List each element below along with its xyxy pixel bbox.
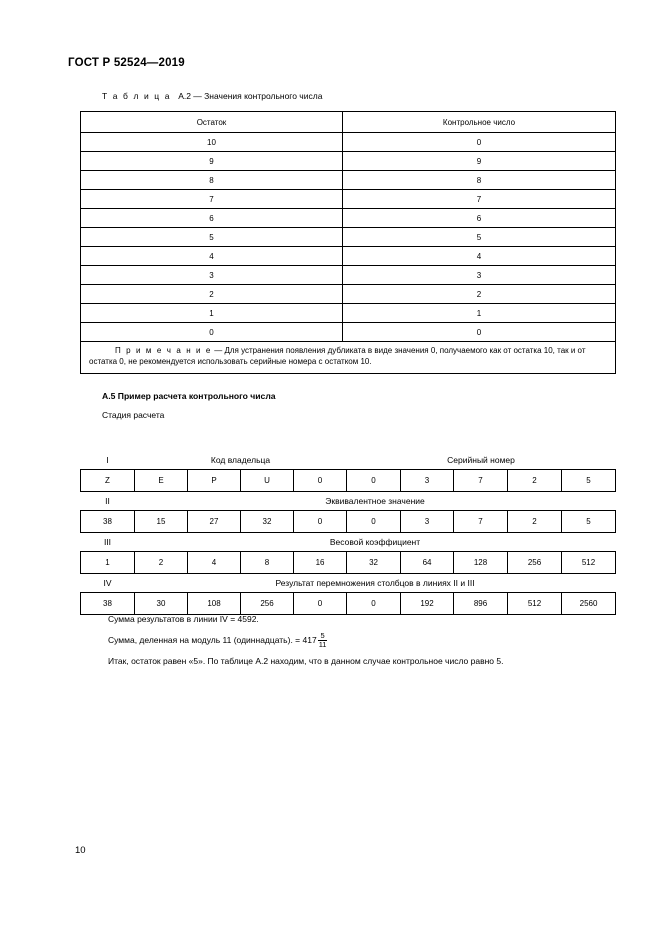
table-a2 [80,111,616,374]
group-label-serial-number: Серийный номер [447,455,515,465]
cell-control: 0 [343,323,616,342]
calc-cell: 2 [135,552,188,574]
cell-control: 3 [343,266,616,285]
roman-numeral-iv: IV [103,578,112,588]
calc-cell: 32 [347,552,401,574]
cell-control: 6 [343,209,616,228]
table-row [81,304,616,323]
calc-row-3 [81,552,616,574]
table-note-row [81,342,616,374]
cell-control: 5 [343,228,616,247]
closing-line-2 [108,632,328,649]
table-row [81,152,616,171]
roman-numeral-iii: III [103,537,112,547]
calc-cell: 256 [241,593,294,615]
table-row [81,247,616,266]
cell-control: 0 [343,133,616,152]
calc-cell: 0 [294,593,347,615]
calc-cell: 3 [401,470,454,492]
cell-control: 4 [343,247,616,266]
calc-cell: 7 [454,511,508,533]
calc-cell: 128 [454,552,508,574]
table-row [81,190,616,209]
calc-cell: 192 [401,593,454,615]
table-row [81,209,616,228]
cell-control: 9 [343,152,616,171]
calc-row-1 [81,470,616,492]
fraction-denominator: 11 [318,639,327,649]
calc-cell: 7 [454,470,508,492]
calc-cell: 27 [188,511,241,533]
group-label-multiplication-result: Результат перемножения столбцов в линиях II и III [275,578,475,588]
cell-control: 1 [343,304,616,323]
calc-cell: 896 [454,593,508,615]
calc-cell: 15 [135,511,188,533]
column-header-ostatok: Остаток [81,112,343,133]
calc-cell: 0 [347,511,401,533]
calc-row-2 [81,511,616,533]
calc-label-row-4 [81,574,616,593]
calc-cell: 0 [347,470,401,492]
calc-cell: 30 [135,593,188,615]
calc-cell: P [188,470,241,492]
calc-cell: U [241,470,294,492]
group-label-weight-coefficient: Весовой коэффициент [329,537,421,547]
calc-cell: Z [81,470,135,492]
column-header-kontrolnoe-chislo: Контрольное число [343,112,616,133]
calc-cell: 0 [347,593,401,615]
calc-cell: 256 [508,552,562,574]
calc-cell: 2560 [562,593,616,615]
calc-cell: 0 [294,511,347,533]
calc-cell: 1 [81,552,135,574]
table-row [81,285,616,304]
calc-cell: 5 [562,470,616,492]
fraction-5-11 [318,632,328,649]
cell-control: 7 [343,190,616,209]
calc-cell: 3 [401,511,454,533]
table-row [81,228,616,247]
cell-ostatok: 7 [81,190,343,209]
cell-ostatok: 5 [81,228,343,247]
calc-cell: 512 [508,593,562,615]
calc-cell: 8 [241,552,294,574]
page-number: 10 [75,845,86,856]
closing-line-3: Итак, остаток равен «5». По таблице А.2 находим, что в данном случае контрольное число равно 5. [108,656,504,666]
closing-line-1: Сумма результатов в линии IV = 4592. [108,614,259,624]
table-row [81,171,616,190]
cell-ostatok: 3 [81,266,343,285]
calc-cell: 512 [562,552,616,574]
calc-cell: 2 [508,511,562,533]
table-a2-caption [102,91,322,101]
calc-cell: 64 [401,552,454,574]
cell-ostatok: 1 [81,304,343,323]
calc-cell: E [135,470,188,492]
group-label-equivalent-value: Эквивалентное значение [325,496,425,506]
closing-line-2-text: Сумма, деленная на модуль 11 (одиннадцать). = 417 [108,634,317,645]
calculation-table [80,451,616,615]
table-row [81,266,616,285]
cell-ostatok: 10 [81,133,343,152]
cell-ostatok: 9 [81,152,343,171]
calc-cell: 16 [294,552,347,574]
note-text: — Для устранения появления дубликата в виде значения 0, получаемого как от остатка 10, так и от остатка 0, не рекомендуется использовать серийные номера с остатком 10. [89,346,586,366]
cell-ostatok: 8 [81,171,343,190]
roman-numeral-ii: II [105,496,110,506]
cell-ostatok: 0 [81,323,343,342]
cell-ostatok: 6 [81,209,343,228]
cell-ostatok: 2 [81,285,343,304]
table-row [81,323,616,342]
document-header: ГОСТ Р 52524—2019 [68,57,185,69]
stage-label: Стадия расчета [102,410,165,420]
calc-cell: 2 [508,470,562,492]
table-row-header [81,112,616,133]
calc-cell: 0 [294,470,347,492]
calc-cell: 4 [188,552,241,574]
group-label-owner-code: Код владельца [210,455,271,465]
calc-cell: 5 [562,511,616,533]
calc-row-4 [81,593,616,615]
note-label: П р и м е ч а н и е [115,346,212,355]
cell-ostatok: 4 [81,247,343,266]
calc-label-row-2 [81,492,616,511]
calc-cell: 108 [188,593,241,615]
table-a2-caption-prefix: Т а б л и ц а [102,91,172,101]
calc-cell: 38 [81,593,135,615]
calc-label-row-1 [81,451,616,470]
calc-cell: 38 [81,511,135,533]
table-a2-note [81,342,616,374]
table-row [81,133,616,152]
cell-control: 2 [343,285,616,304]
section-heading-a5: А.5 Пример расчета контрольного числа [102,391,276,401]
cell-control: 8 [343,171,616,190]
roman-numeral-i: I [106,455,109,465]
calc-cell: 32 [241,511,294,533]
table-a2-caption-text: А.2 — Значения контрольного числа [178,91,323,101]
calc-label-row-3 [81,533,616,552]
fraction-numerator: 5 [318,632,328,641]
